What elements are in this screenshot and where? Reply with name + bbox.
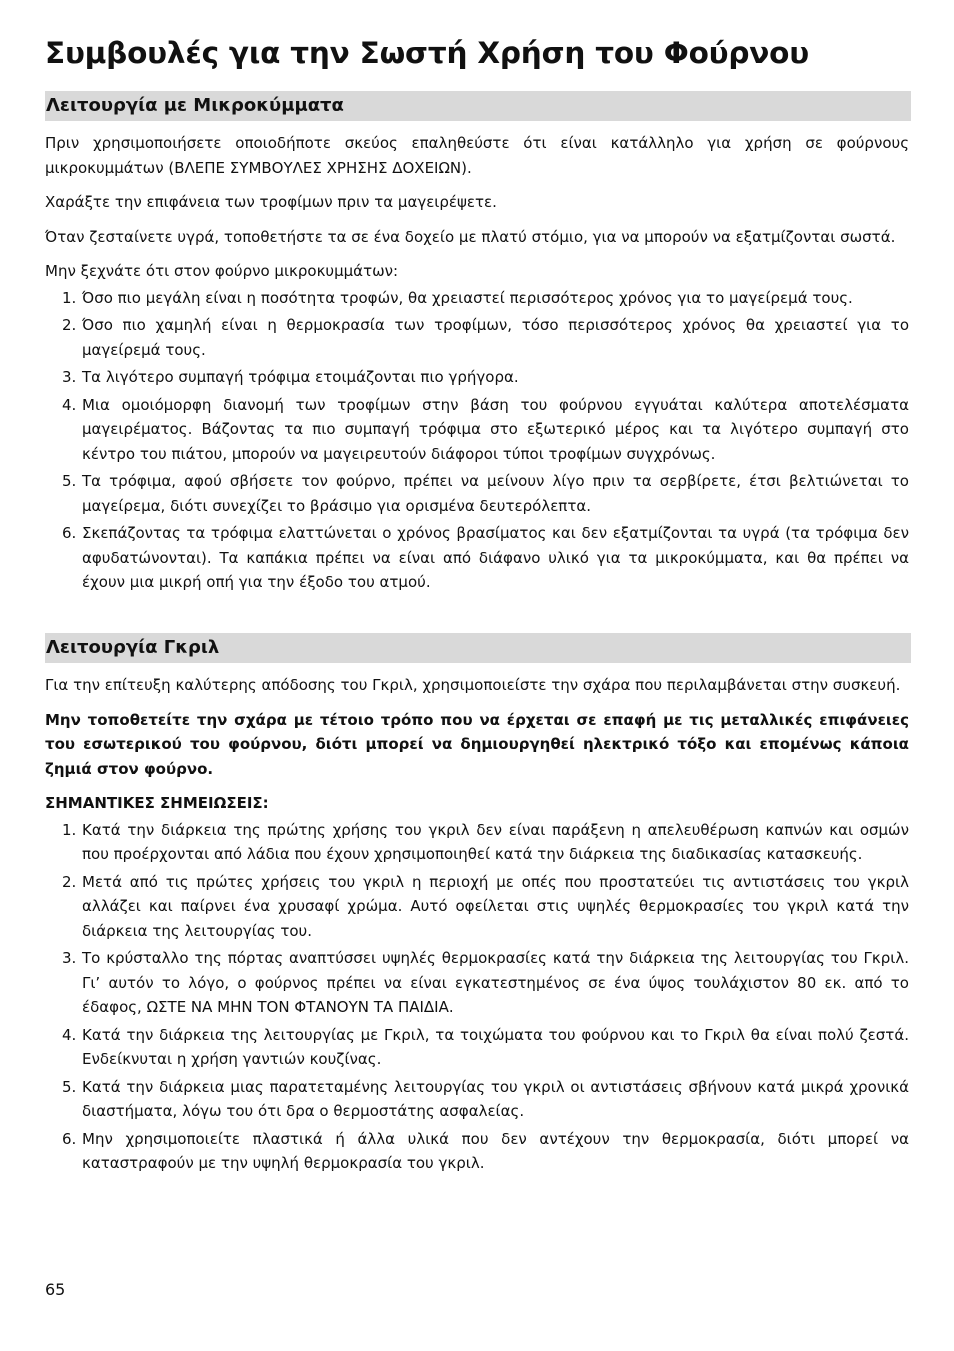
list-item — [45, 1127, 909, 1176]
section-heading-microwave — [45, 91, 911, 121]
list-item — [45, 469, 909, 518]
list-text: Τα τρόφιμα, αφού σβήσετε τον φούρνο, πρέπει να μείνουν λίγο πριν τα σερβίρετε, έτσι βελτιώνεται το μαγείρεμα, διότι συνεχίζει το βράσιμο για ορισμένα δευτερόλεπτα. — [82, 472, 909, 515]
section-body-microwave — [45, 131, 909, 598]
list-number: 6. — [62, 524, 77, 542]
section-heading-text: Λειτουργία Γκριλ — [46, 637, 220, 658]
list-text: Όσο πιο χαμηλή είναι η θερμοκρασία των τροφίμων, τόσο περισσότερος χρόνος θα χρειαστεί για το μαγείρεμά τους. — [82, 316, 909, 359]
list-number: 4. — [62, 1025, 77, 1044]
list-item — [45, 313, 909, 362]
paragraph: Όταν ζεσταίνετε υγρά, τοποθετήστε τα σε ένα δοχείο με πλατύ στόμιο, για να μπορούν να εξατμίζονται σωστά. — [45, 227, 896, 246]
paragraph: Χαράξτε την επιφάνεια των τροφίμων πριν τα μαγειρέψετε. — [45, 193, 497, 211]
numbered-list — [45, 286, 909, 595]
list-text: Μια ομοιόμορφη διανομή των τροφίμων στην βάση του φούρνου εγγυάται καλύτερα αποτελέσματα μαγειρέματος. Βάζοντας τα πιο συμπαγή τρόφιμα στο εξωτερικό μέρος και τα λιγότερο συμπαγή στο κέντρο του πιάτου, μπορούν να μαγειρευτούν διάφοροι τύποι τροφίμων συγχρόνως. — [82, 395, 909, 463]
paragraph: Για την επίτευξη καλύτερης απόδοσης του Γκριλ, χρησιμοποιείστε την σχάρα που περιλαμβάνεται στην συσκευή. — [45, 676, 901, 694]
list-intro: Μην ξεχνάτε ότι στον φούρνο μικροκυμμάτων: — [45, 262, 399, 280]
section-heading-grill — [45, 633, 911, 663]
list-number: 5. — [62, 472, 77, 490]
list-item — [45, 393, 909, 467]
list-intro: ΣΗΜΑΝΤΙΚΕΣ ΣΗΜΕΙΩΣΕΙΣ: — [45, 794, 269, 812]
list-number: 2. — [62, 316, 77, 334]
list-item — [45, 818, 909, 867]
list-number: 2. — [62, 872, 77, 891]
list-text: Το κρύσταλλο της πόρτας αναπτύσσει υψηλές θερμοκρασίες κατά την διάρκεια της λειτουργίας του Γκριλ. Γι’ αυτόν το λόγο, ο φούρνος πρέπει να είναι εγκατεστημένος σε ένα ύψος τουλάχιστον 80 εκ. από το έδαφος, ΩΣΤΕ ΝΑ ΜΗΝ ΤΟΝ ΦΤΑΝΟΥΝ ΤΑ ΠΑΙΔΙΑ. — [82, 949, 909, 1016]
list-number: 6. — [62, 1129, 77, 1148]
list-text: Κατά την διάρκεια της πρώτης χρήσης του γκριλ δεν είναι παράξενη η απελευθέρωση καπνών και οσμών που προέρχονται από λάδια που έχουν χρησιμοποιηθεί κατά την διάρκεια της διαδικασίας κατασκευής. — [82, 820, 909, 863]
list-text: Τα λιγότερο συμπαγή τρόφιμα ετοιμάζονται πιο γρήγορα. — [82, 368, 519, 386]
list-number: 4. — [62, 395, 77, 414]
list-number: 1. — [62, 288, 77, 307]
list-text: Μετά από τις πρώτες χρήσεις του γκριλ η περιοχή με οπές που προστατεύει τις αντιστάσεις του γκριλ αλλάζει και παίρνει ένα χρυσαφί χρώμα. Αυτό οφείλεται στις υψηλές θερμοκρασίες του γκριλ κατά την διάρκεια της λειτουργίας του. — [82, 872, 909, 940]
list-text: Κατά την διάρκεια μιας παρατεταμένης λειτουργίας του γκριλ οι αντιστάσεις σβήνουν κατά μικρά χρονικά διαστήματα, λόγω του ότι δρα ο θερμοστάτης ασφαλείας. — [82, 1077, 909, 1120]
paragraph: Πριν χρησιμοποιήσετε οποιοδήποτε σκεύος επαληθεύστε ότι είναι κατάλληλο για χρήση σε φούρνους μικροκυμμάτων (ΒΛΕΠΕ ΣΥΜΒΟΥΛΕΣ ΧΡΗΣΗΣ ΔΟΧΕΙΩΝ). — [45, 134, 909, 177]
list-item — [45, 1075, 909, 1124]
list-number: 3. — [62, 368, 77, 386]
list-item — [45, 286, 909, 311]
page-number: 65 — [45, 1280, 66, 1299]
list-text: Μην χρησιμοποιείτε πλαστικά ή άλλα υλικά που δεν αντέχουν την θερμοκρασία, διότι μπορεί να καταστραφούν με την υψηλή θερμοκρασία του γκριλ. — [82, 1129, 909, 1172]
list-item — [45, 946, 909, 1020]
list-number: 3. — [62, 949, 77, 967]
numbered-list — [45, 818, 909, 1176]
list-item — [45, 365, 909, 390]
list-item — [45, 870, 909, 944]
list-number: 5. — [62, 1077, 77, 1096]
list-text: Όσο πιο μεγάλη είναι η ποσότητα τροφών, θα χρειαστεί περισσότερος χρόνος για το μαγείρεμά τους. — [82, 288, 853, 307]
list-text: Κατά την διάρκεια της λειτουργίας με Γκριλ, τα τοιχώματα του φούρνου και το Γκριλ θα είναι πολύ ζεστά. Ενδείκνυται η χρήση γαντιών κουζίνας. — [82, 1025, 909, 1068]
warning-paragraph: Μην τοποθετείτε την σχάρα με τέτοιο τρόπο που να έρχεται σε επαφή με τις μεταλλικές επιφάνειες του εσωτερικού του φούρνου, διότι μπορεί να δημιουργηθεί ηλεκτρικό τόξο και επομένως κάποια ζημιά στον φούρνο. — [45, 710, 909, 778]
section-body-grill — [45, 673, 909, 1179]
list-text: Σκεπάζοντας τα τρόφιμα ελαττώνεται ο χρόνος βρασίματος και δεν εξατμίζονται τα υγρά (τα τρόφιμα δεν αφυδατώνονται). Τα καπάκια πρέπει να είναι από διάφανο υλικό για τα μικροκύμματα, και θα πρέπει να έχουν μια μικρή οπή για την έξοδο του ατμού. — [82, 524, 909, 591]
list-item — [45, 521, 909, 595]
list-item — [45, 1023, 909, 1072]
list-number: 1. — [62, 820, 77, 839]
section-heading-text: Λειτουργία με Μικροκύμματα — [46, 95, 344, 116]
page-title: Συμβουλές για την Σωστή Χρήση του Φούρνου — [45, 36, 809, 70]
